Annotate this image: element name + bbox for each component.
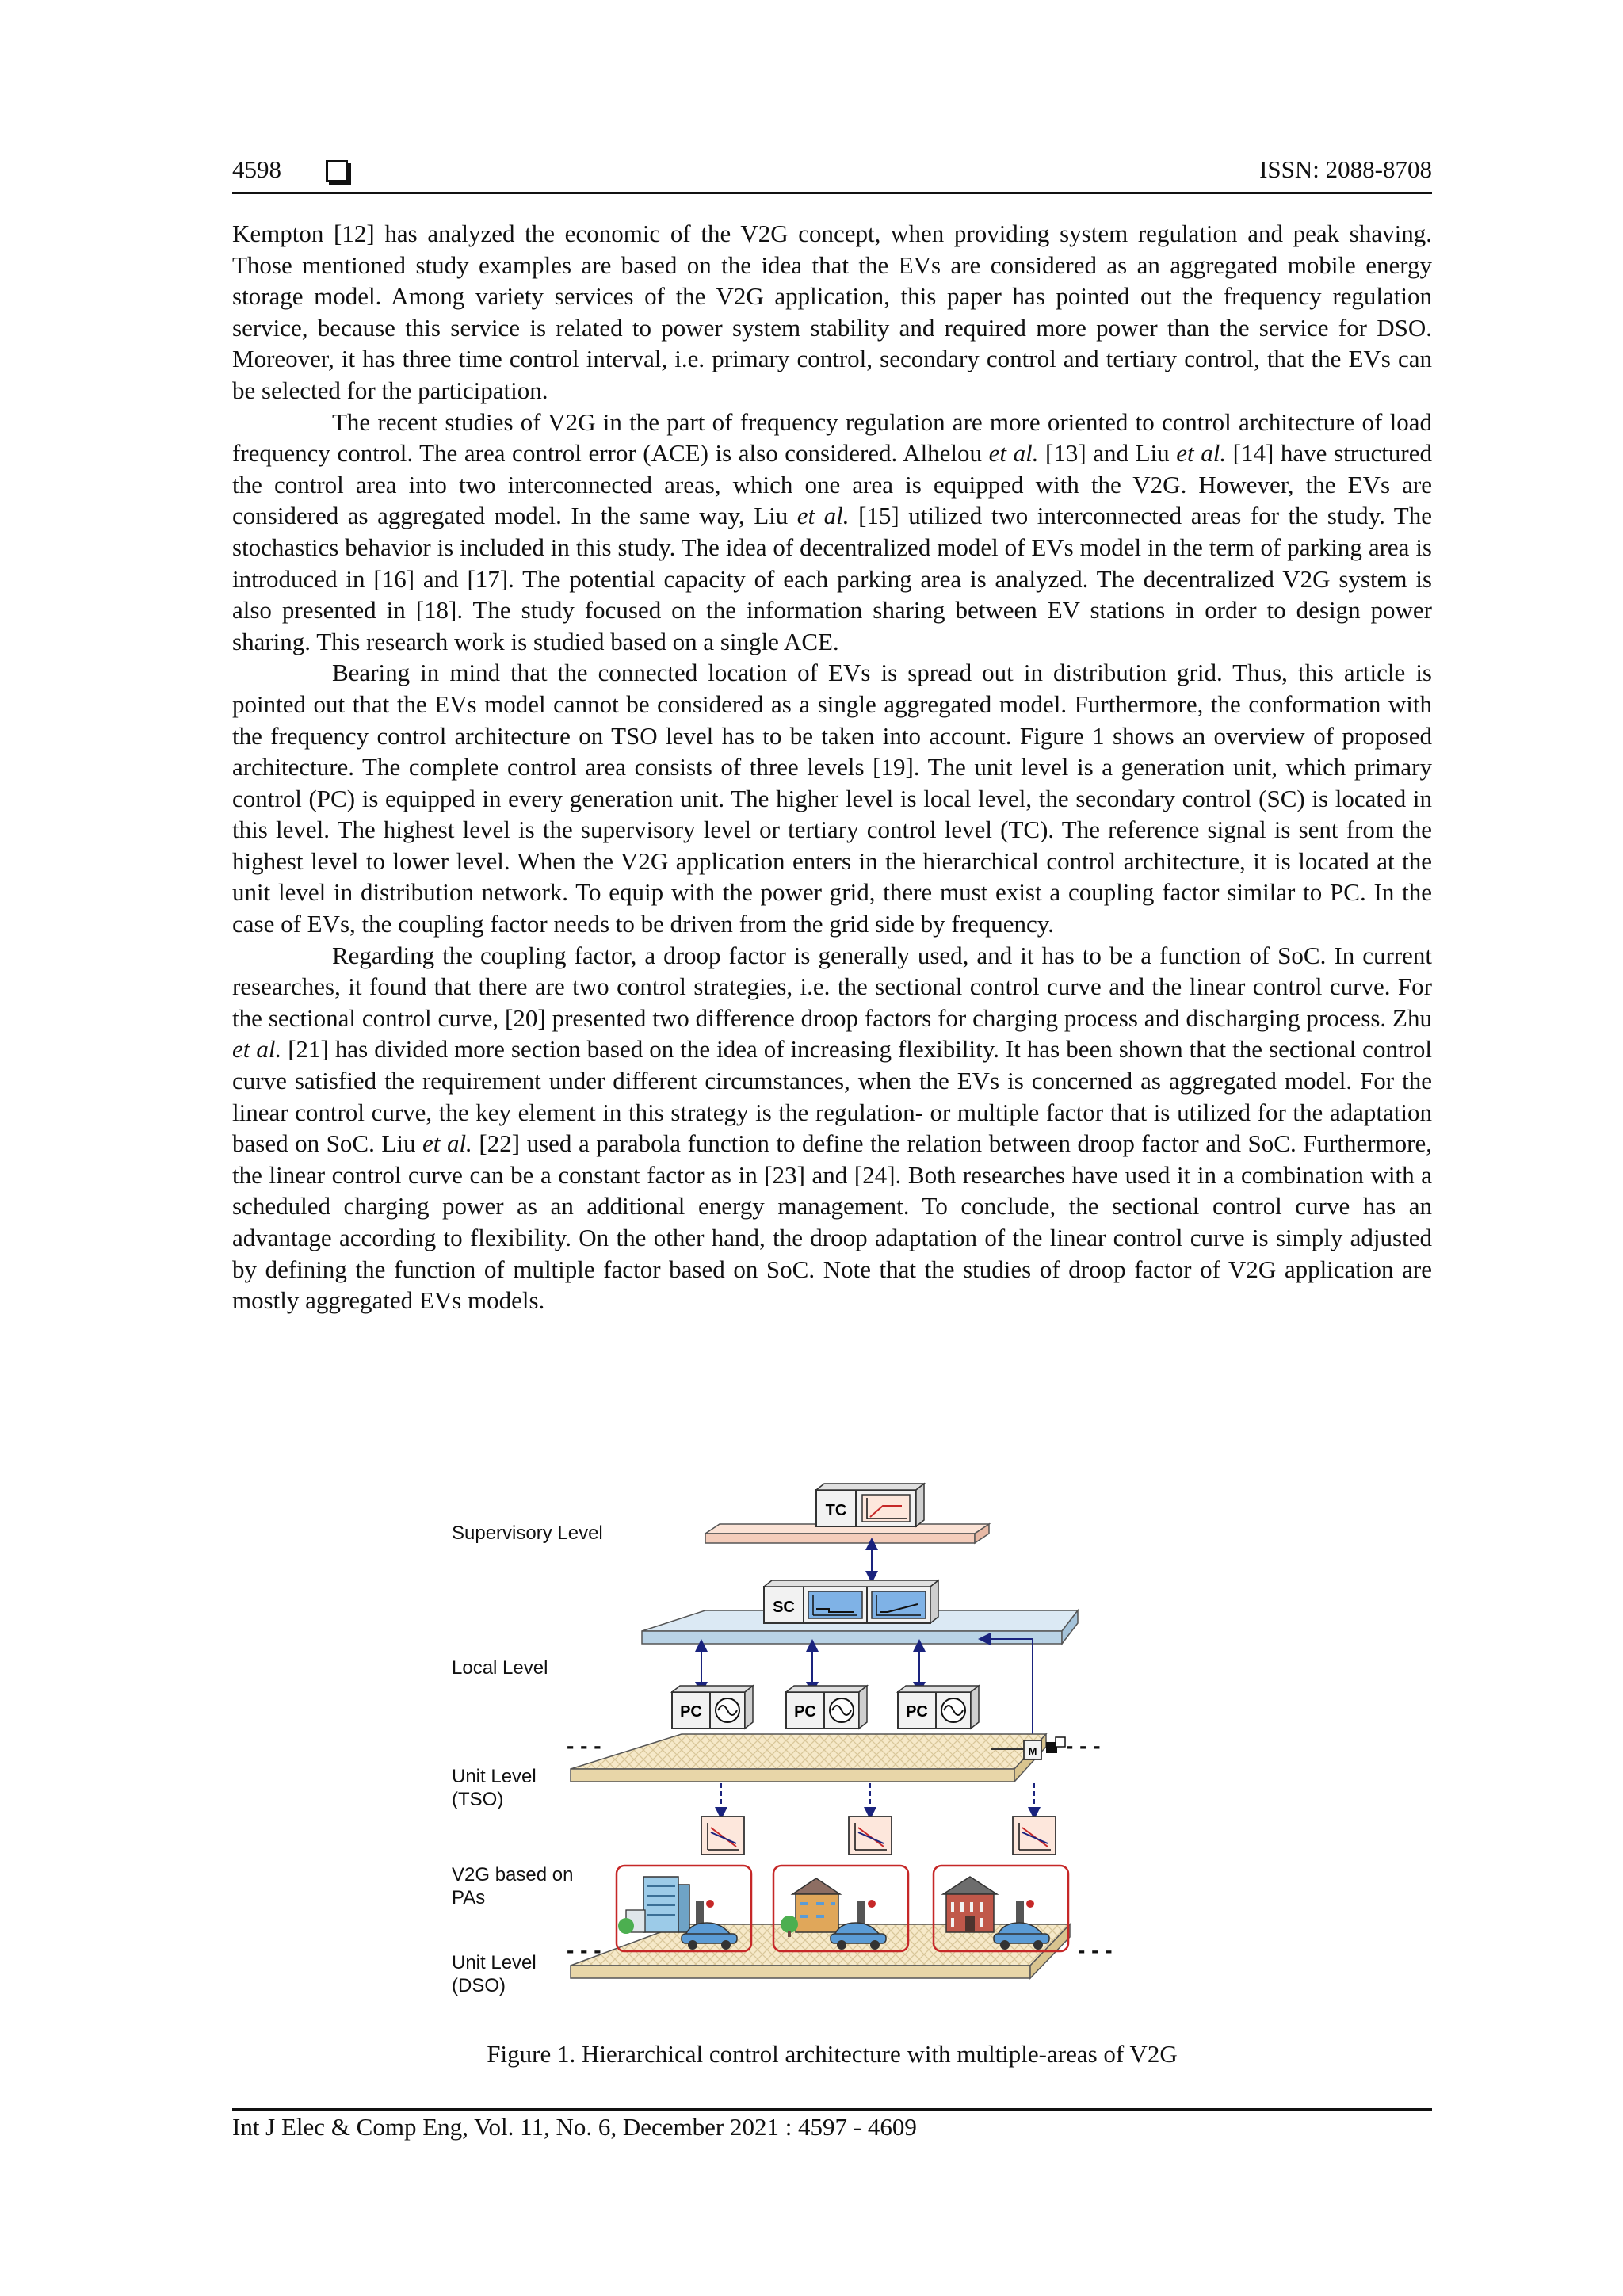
text-run: [13] and Liu: [1038, 439, 1177, 468]
pc-block-3: [898, 1686, 979, 1729]
label-unit-level-dso-line1: Unit Level: [452, 1952, 537, 1973]
paragraph: [232, 407, 1432, 658]
ev-charger-2-icon: [857, 1900, 876, 1924]
text-run: [14] have structured the control area into two interconnected areas, which one area is equipped with the V2G. However, the EVs are considered as aggregated model. In the same way, Liu: [232, 439, 1432, 530]
label-v2g-line2: PAs: [452, 1887, 486, 1908]
label-unit-level-tso-line2: (TSO): [452, 1789, 504, 1810]
ev-charger-3-icon: [1016, 1900, 1034, 1924]
italic-text: et al.: [988, 439, 1039, 468]
tc-block: [816, 1484, 924, 1526]
pc-label-2: PC: [794, 1703, 816, 1721]
label-supervisory-level: Supervisory Level: [452, 1522, 603, 1544]
arrow-meter-sc: [984, 1639, 1033, 1744]
paragraph: [232, 657, 1432, 939]
text-run: Bearing in mind that the connected location of EVs is spread out in distribution grid. Thus, this article is pointed out that the EVs model cannot be considered as a single aggregated model. Furthermore, the conformation with the frequency control architecture on TSO level has to be taken into account. Figure 1 shows an overview of proposed architecture. The complete control area consists of three levels [19]. The unit level is a generation unit, which primary control (PC) is equipped in every generation unit. The higher level is local level, the secondary control (SC) is located in this level. The highest level is the supervisory level or tertiary control level (TC). The reference signal is sent from the highest level to lower level. When the V2G application enters in the hierarchical control architecture, it is located at the unit level in distribution network. To equip with the power grid, there must exist a coupling factor similar to PC. In the case of EVs, the coupling factor needs to be driven from the grid side by frequency.: [232, 659, 1432, 938]
journal-citation: Int J Elec & Comp Eng, Vol. 11, No. 6, December 2021 : 4597 - 4609: [232, 2113, 917, 2141]
footer-rule: [232, 2108, 1432, 2111]
italic-text: et al.: [1176, 439, 1227, 468]
paragraph: [232, 218, 1432, 407]
droop-block-3: [1013, 1817, 1056, 1855]
ellipsis-right-dso: - - -: [1078, 1938, 1113, 1962]
ellipsis-right-tso: - - -: [1066, 1733, 1101, 1758]
text-run: [22] used a parabola function to define the relation between droop factor and SoC. Furthermore, the linear control curve can be a constant factor as in [23] and [24]. Both researches have used it in a combination with a scheduled charging power as an additional energy management. To conclude, the sectional control curve has an advantage according to flexibility. On the other hand, the droop adaptation of the linear control curve is simply adjusted by defining the function of multiple factor based on SoC. Note that the studies of droop factor of V2G application are mostly aggregated EVs models.: [232, 1129, 1432, 1315]
hall-building-icon: [943, 1877, 997, 1932]
meter-label: M: [1028, 1745, 1037, 1757]
ellipsis-left-dso: - - -: [567, 1938, 601, 1962]
pc-block-1: [672, 1686, 753, 1729]
sc-block: [764, 1580, 938, 1623]
page-header: [232, 155, 1432, 190]
text-run: Kempton [12] has analyzed the economic of the V2G concept, when providing system regulation and peak shaving. Those mentioned study examples are based on the idea that the EVs are considered as an aggregated mobile energy storage model. Among variety services of the V2G application, this paper has pointed out the frequency regulation service, because this service is related to power system stability and required more power than the service for DSO. Moreover, it has three time control interval, i.e. primary control, secondary control and tertiary control, that the EVs can be selected for the participation.: [232, 220, 1432, 404]
unit-tso-plate: [571, 1734, 1046, 1782]
paragraph: [232, 940, 1432, 1316]
pc-label-3: PC: [906, 1703, 928, 1721]
header-rule: [232, 192, 1432, 194]
italic-text: et al.: [232, 1035, 282, 1064]
issn: ISSN: 2088-8708: [1259, 155, 1432, 183]
pc-label-1: PC: [680, 1703, 702, 1721]
ev-charger-1-icon: [696, 1900, 714, 1924]
parking-area-1: [617, 1866, 751, 1951]
italic-text: et al.: [422, 1129, 472, 1158]
label-unit-level-tso-line1: Unit Level: [452, 1766, 537, 1787]
body-text: [232, 218, 1432, 1316]
checkbox-square-icon: [326, 160, 348, 182]
page-number: 4598: [232, 155, 281, 183]
house-building-icon: [781, 1878, 840, 1937]
text-run: The recent studies of V2G in the part of frequency regulation are more oriented to control architecture of load frequency control. The area control error (ACE) is also considered. Alhelou: [232, 407, 1432, 468]
droop-block-2: [849, 1817, 892, 1855]
label-v2g-line1: V2G based on: [452, 1864, 574, 1885]
office-building-icon: [618, 1877, 689, 1934]
ellipsis-left-tso: - - -: [567, 1733, 601, 1758]
sc-label: SC: [773, 1599, 795, 1616]
text-run: [21] has divided more section based on the idea of increasing flexibility. It has been shown that the sectional control curve satisfied the requirement under different circumstances, when the EVs is concerned as aggregated model. For the linear control curve, the key element in this strategy is the regulation- or multiple factor that is utilized for the adaptation based on SoC. Liu: [232, 1035, 1432, 1158]
droop-block-1: [701, 1817, 744, 1855]
hierarchy-diagram: [444, 1474, 1236, 2013]
text-run: [15] utilized two interconnected areas for the study. The stochastics behavior is included in this study. The idea of decentralized model of EVs model in the term of parking area is introduced in [16] and [17]. The potential capacity of each parking area is analyzed. The decentralized V2G system is also presented in [18]. The study focused on the information sharing between EV stations in order to design power sharing. This research work is studied based on a single ACE.: [232, 502, 1432, 655]
figure-caption: Figure 1. Hierarchical control architecture with multiple-areas of V2G: [487, 2040, 1178, 2068]
figure-1: [444, 1474, 1236, 2013]
label-local-level: Local Level: [452, 1657, 548, 1679]
italic-text: et al.: [796, 502, 850, 530]
text-run: Regarding the coupling factor, a droop factor is generally used, and it has to be a function of SoC. In current researches, it found that there are two control strategies, i.e. the sectional control curve and the linear control curve. For the sectional control curve, [20] presented two difference droop factors for charging process and discharging process. Zhu: [232, 941, 1432, 1032]
tc-label: TC: [825, 1502, 847, 1519]
label-unit-level-dso-line2: (DSO): [452, 1975, 506, 1996]
pc-block-2: [786, 1686, 867, 1729]
